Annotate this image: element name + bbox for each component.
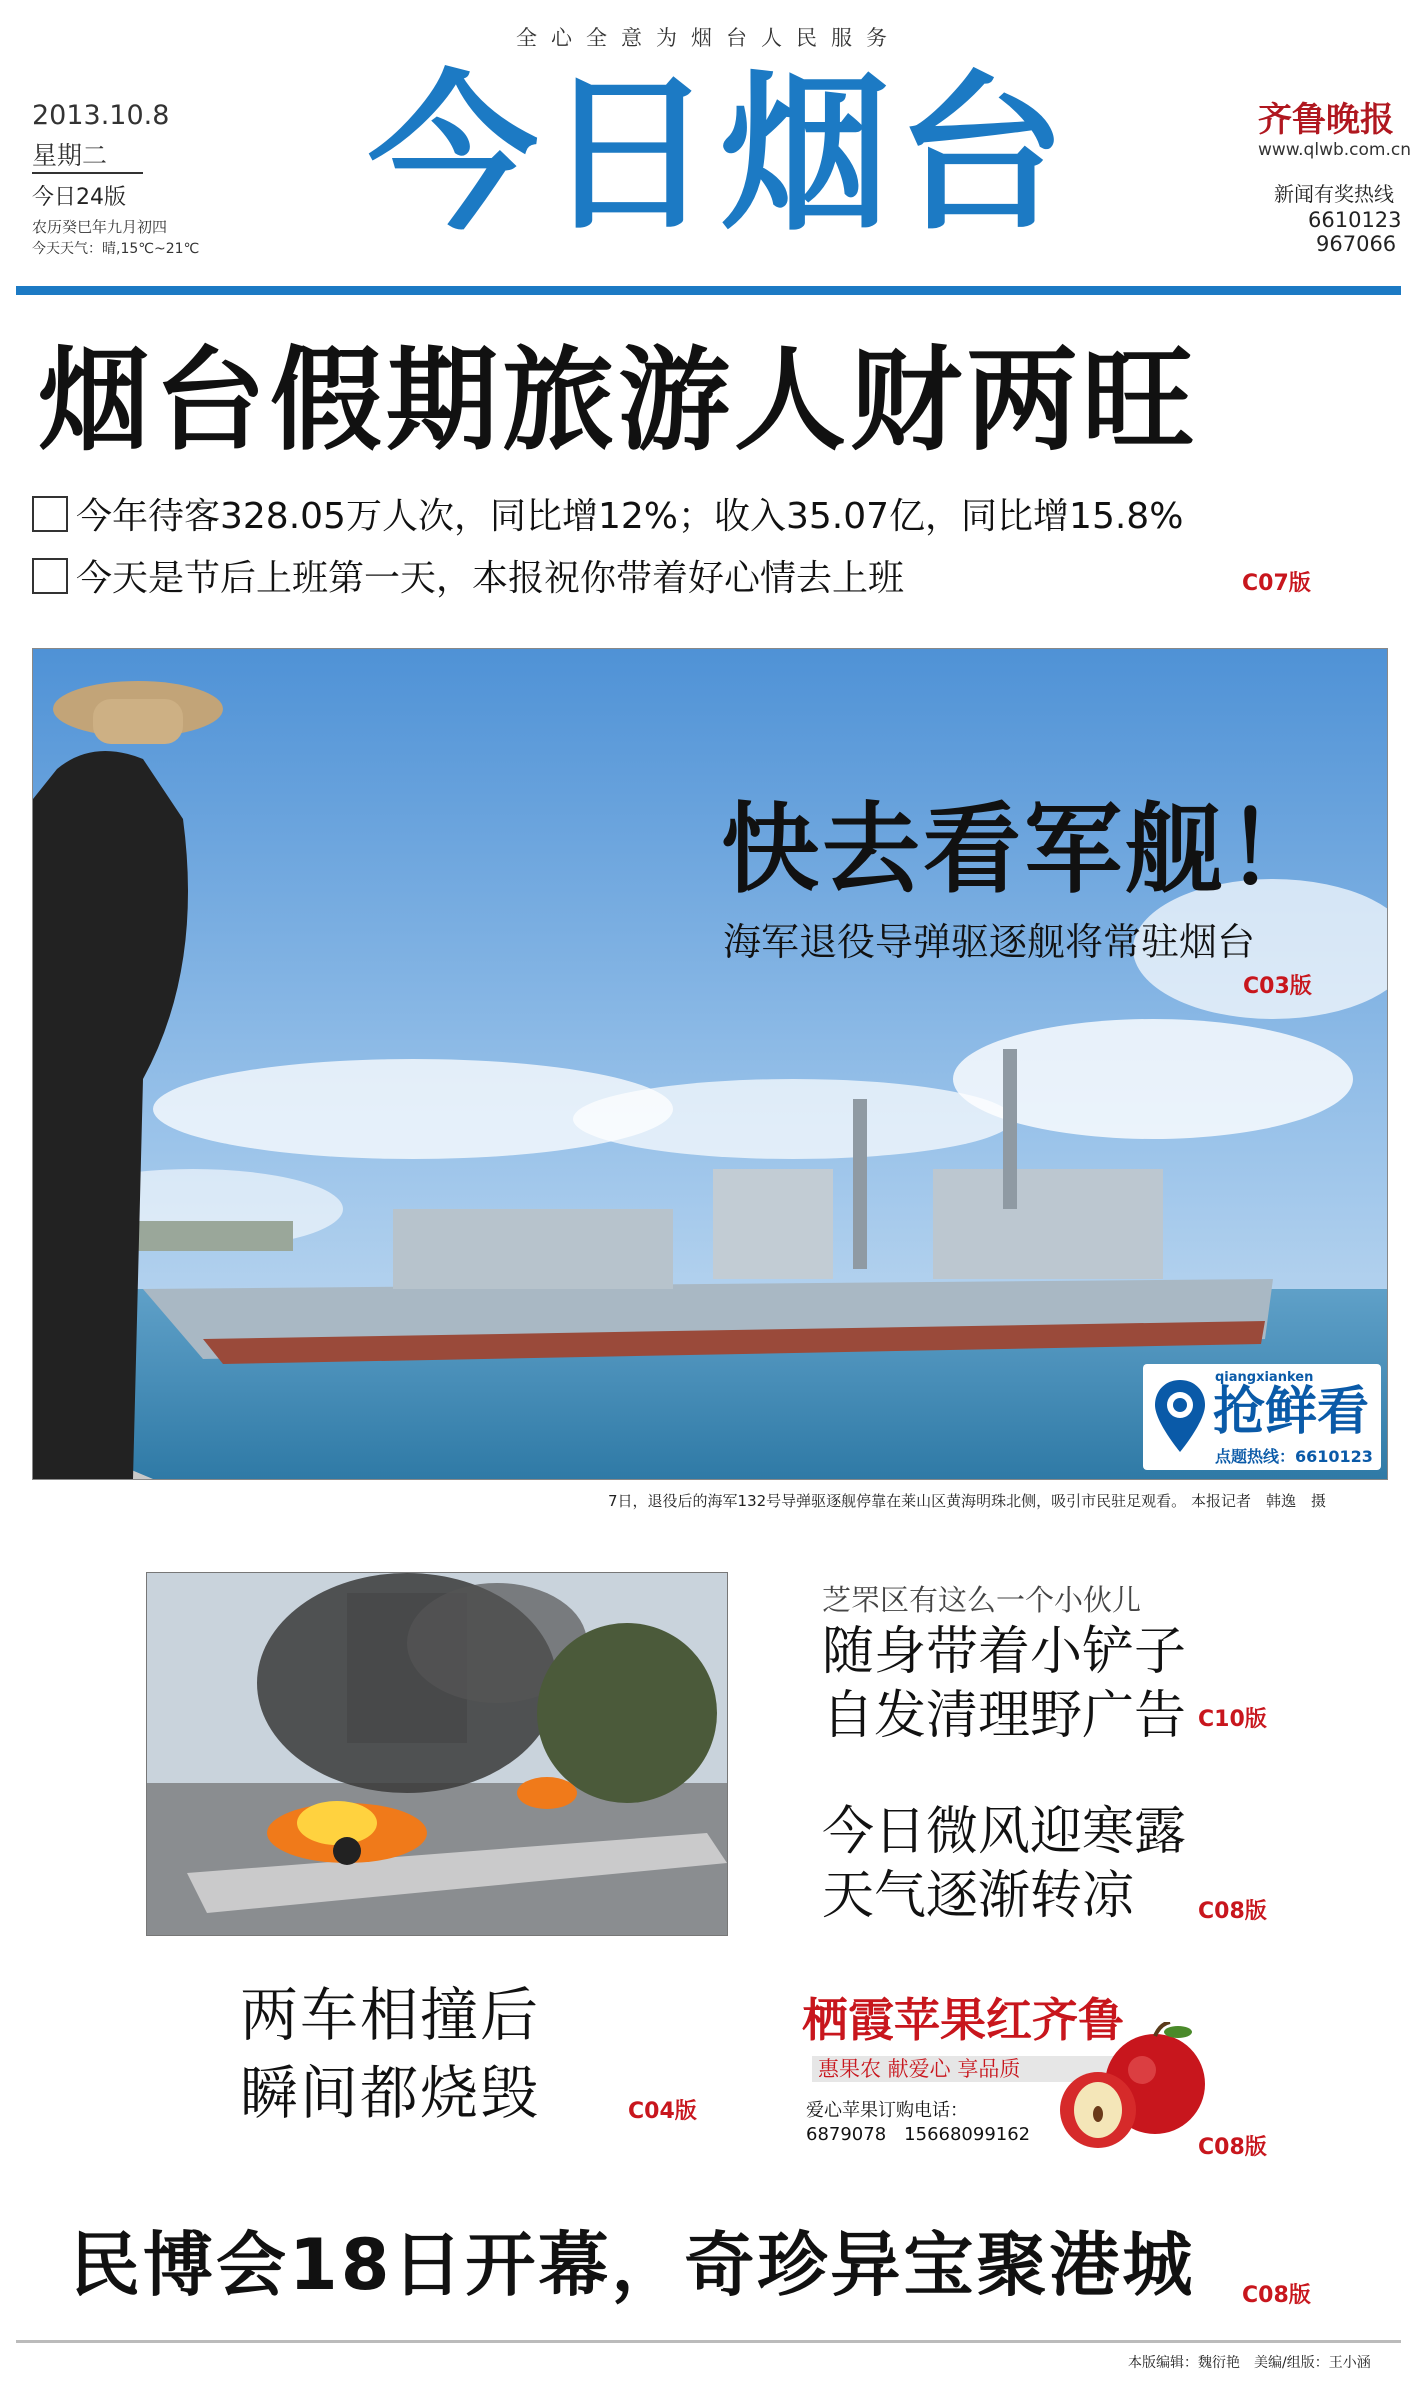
apple-ad-page-ref[interactable]: C08版: [1198, 2135, 1267, 2160]
lead-subline-2-text: 今天是节后上班第一天，本报祝你带着好心情去上班: [76, 558, 905, 599]
apple-ad-order-label: 爱心苹果订购电话：: [806, 2100, 968, 2121]
apple-ad-phones: 6879078 15668099162: [806, 2124, 1031, 2145]
story-shovel-line-1: 随身带着小铲子: [822, 1622, 1187, 1682]
weekday: 星期二: [32, 136, 143, 174]
story-weather-line-1: 今日微风迎寒露: [822, 1802, 1187, 1862]
photo-caption: 7日，退役后的海军132号导弹驱逐舰停靠在莱山区黄海明珠北侧，吸引市民驻足观看。 本报记者 韩逸 摄: [608, 1492, 1326, 1510]
photo-headline[interactable]: 快去看军舰！: [721, 793, 1328, 907]
location-pin-icon: [1153, 1378, 1207, 1456]
story-weather-headline[interactable]: [822, 1800, 1186, 1928]
story-weather-page-ref[interactable]: C08版: [1198, 1899, 1267, 1924]
logo-text: 抢鲜看: [1213, 1382, 1370, 1442]
checkbox-icon: [32, 496, 68, 532]
checkbox-icon: [32, 558, 68, 594]
warship-photo: [32, 648, 1388, 1480]
slogan: 全心全意为烟台人民服务: [516, 26, 901, 50]
car-fire-image: [147, 1573, 727, 1935]
weather-line: 今天天气：晴,15℃~21℃: [32, 241, 200, 257]
story-kicker: 芝罘区有这么一个小伙儿: [822, 1583, 1142, 1617]
story-fire-line-1: 两车相撞后: [240, 1981, 541, 2049]
story-fire-page-ref[interactable]: C04版: [628, 2099, 697, 2124]
bottom-page-ref[interactable]: C08版: [1242, 2283, 1311, 2308]
logo-pinyin: qiangxianken: [1215, 1370, 1314, 1385]
issue-date: 2013.10.8: [32, 100, 170, 131]
hotline-phone-2: 967066: [1316, 232, 1397, 256]
editor-credits: 本版编辑：魏衍艳 美编/组版：王小涵: [1128, 2355, 1371, 2371]
brand-logo: 齐鲁晚报: [1258, 100, 1394, 140]
hotline-label: 新闻有奖热线: [1274, 182, 1394, 206]
story-weather-line-2: 天气逐渐转凉: [822, 1866, 1135, 1926]
website-link[interactable]: www.qlwb.com.cn: [1258, 140, 1411, 160]
story-shovel-line-2: 自发清理野广告: [822, 1686, 1187, 1746]
photo-page-ref[interactable]: C03版: [1243, 974, 1312, 999]
masthead-divider: [16, 286, 1401, 295]
logo-hotline: 点题热线：6610123: [1215, 1447, 1373, 1466]
apple-ad-title[interactable]: 栖霞苹果红齐鲁: [802, 1993, 1124, 2047]
story-shovel-page-ref[interactable]: C10版: [1198, 1707, 1267, 1732]
story-shovel-headline[interactable]: [822, 1620, 1186, 1748]
photo-subheadline: 海军退役导弹驱逐舰将常驻烟台: [723, 920, 1256, 964]
story-fire-line-2: 瞬间都烧毁: [240, 2059, 541, 2127]
car-fire-photo: [146, 1572, 728, 1936]
lead-subline-1: [32, 488, 1183, 539]
qiangxianken-logo: [1143, 1364, 1381, 1470]
lead-subline-1-text: 今年待客328.05万人次，同比增12%；收入35.07亿，同比增15.8%: [76, 496, 1184, 537]
footer-divider: [16, 2340, 1401, 2343]
lead-headline[interactable]: 烟台假期旅游人财两旺: [38, 336, 1198, 466]
apple-ad-slogan: 惠果农 献爱心 享品质: [812, 2056, 1118, 2082]
lunar-date: 农历癸巳年九月初四: [32, 218, 168, 236]
bottom-headline[interactable]: 民博会18日开幕，奇珍异宝聚港城: [70, 2224, 1196, 2306]
story-fire-headline[interactable]: [240, 1976, 540, 2132]
masthead-title: 今日烟台: [367, 56, 1072, 254]
hotline-phone-1: 6610123: [1308, 208, 1402, 232]
edition-count: 今日24版: [32, 185, 126, 210]
lead-subline-2: [32, 550, 904, 601]
warship-image: [33, 649, 1387, 1479]
lead-page-ref[interactable]: C07版: [1242, 571, 1311, 596]
apples-icon: [1050, 2022, 1210, 2152]
